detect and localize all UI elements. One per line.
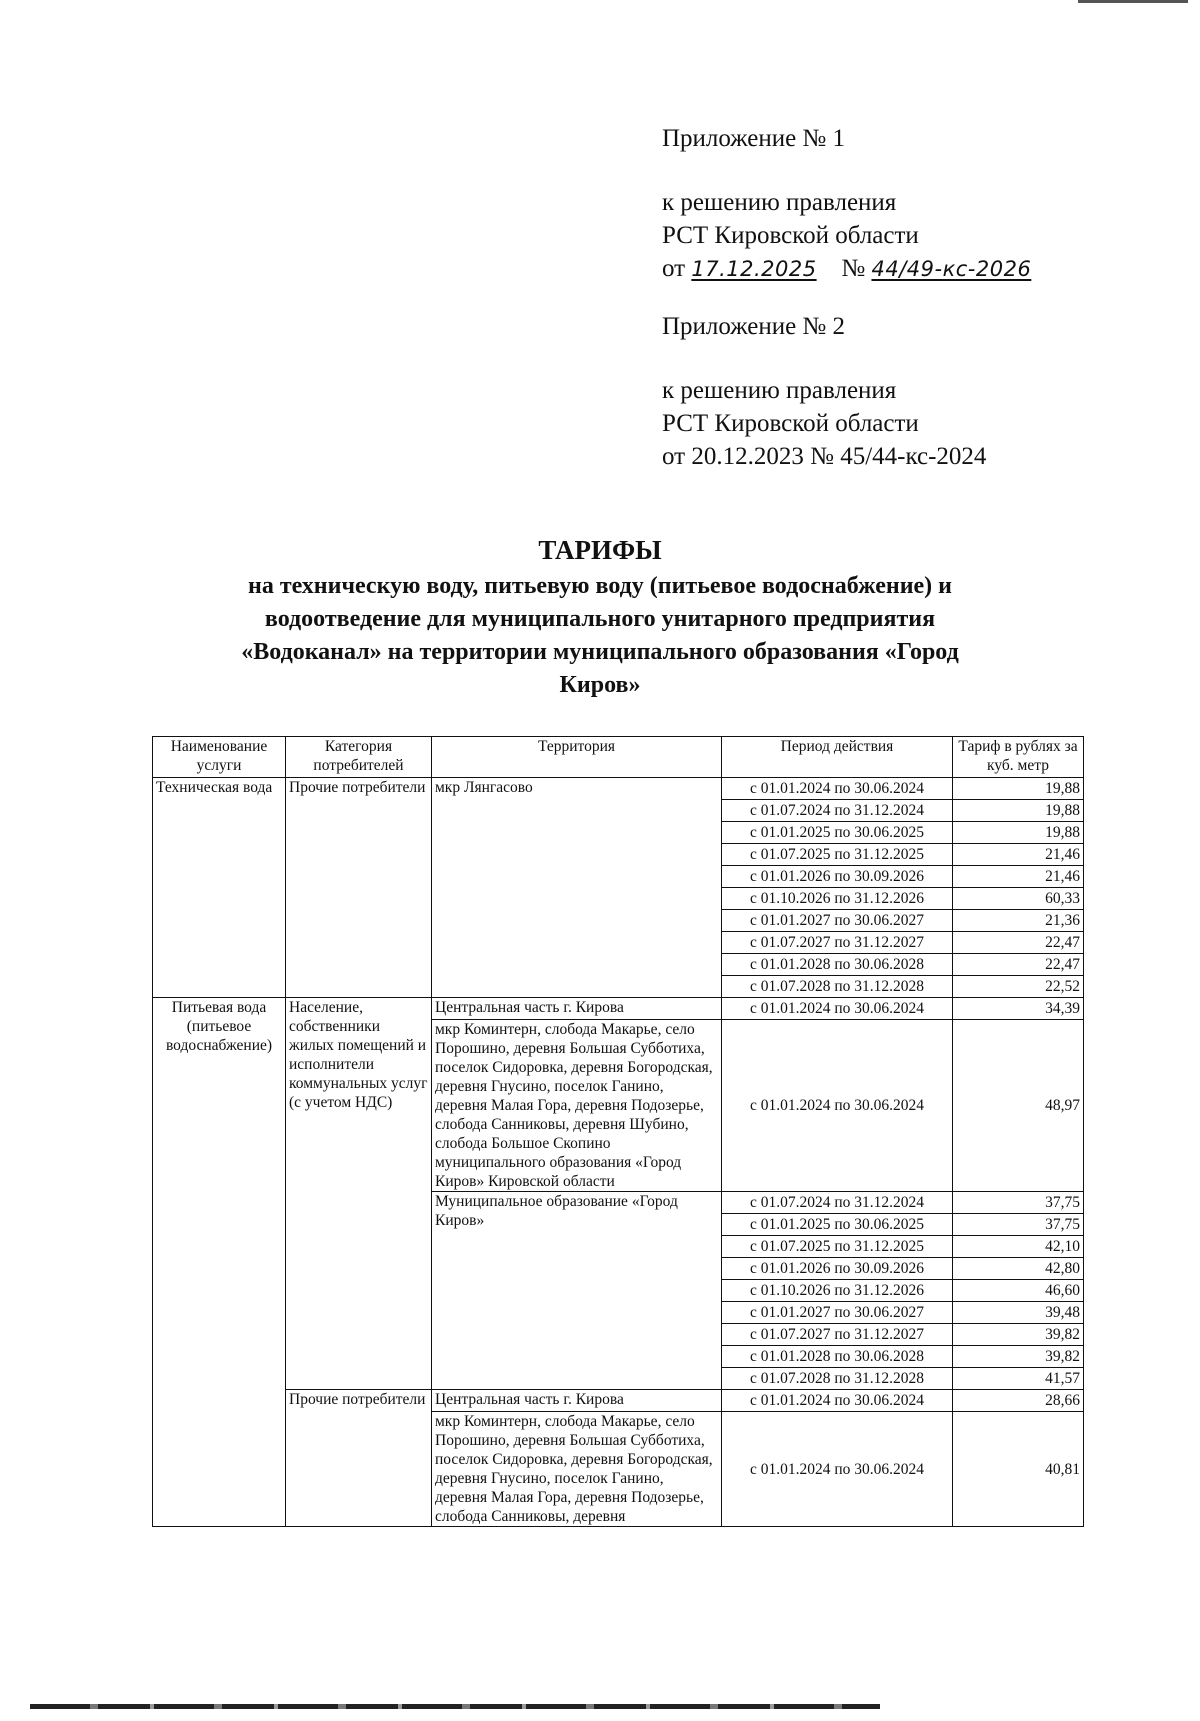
header-tariff: Тариф в рублях за куб. метр	[953, 737, 1084, 778]
heading-main: ТАРИФЫ	[538, 535, 662, 565]
tariff-cell: 60,33	[953, 888, 1084, 910]
heading-sub-1: на техническую воду, питьевую воду (питьевое водоснабжение) и	[248, 573, 952, 599]
period-cell: с 01.07.2028 по 31.12.2028	[722, 976, 953, 998]
territory-central: Центральная часть г. Кирова	[432, 1390, 722, 1412]
header-service: Наименование услуги	[153, 737, 286, 778]
approval-1-line2: РСТ Кировской области	[662, 222, 919, 249]
category-others: Прочие потребители	[286, 1390, 432, 1527]
tariff-cell: 21,46	[953, 866, 1084, 888]
approval-block-1	[662, 122, 1031, 286]
tariff-cell: 21,36	[953, 910, 1084, 932]
heading-sub-4: Киров»	[559, 672, 641, 698]
drinking-water-section	[153, 998, 1084, 1527]
tariff-cell: 22,47	[953, 954, 1084, 976]
header-territory: Территория	[432, 737, 722, 778]
scan-edge-mark	[1078, 0, 1188, 3]
tariff-cell: 19,88	[953, 800, 1084, 822]
period-cell: с 01.10.2026 по 31.12.2026	[722, 888, 953, 910]
tariff-cell: 19,88	[953, 778, 1084, 800]
period-cell: с 01.01.2027 по 30.06.2027	[722, 1302, 953, 1324]
period-cell: с 01.07.2025 по 31.12.2025	[722, 844, 953, 866]
approval-1-line3	[662, 252, 1031, 286]
approval-1-number-sign: №	[841, 255, 866, 282]
header-period: Период действия	[722, 737, 953, 778]
period-cell: с 01.07.2025 по 31.12.2025	[722, 1236, 953, 1258]
tariff-cell: 21,46	[953, 844, 1084, 866]
approval-1-line1: к решению правления	[662, 189, 897, 216]
document-heading	[150, 532, 1050, 702]
tariff-cell: 39,82	[953, 1346, 1084, 1368]
table-row	[153, 778, 1084, 800]
category-technical-others: Прочие потребители	[286, 778, 432, 998]
tariff-cell: 22,47	[953, 932, 1084, 954]
period-cell: с 01.01.2025 по 30.06.2025	[722, 822, 953, 844]
period-cell: с 01.01.2024 по 30.06.2024	[722, 1390, 953, 1412]
period-cell: с 01.07.2027 по 31.12.2027	[722, 932, 953, 954]
table-row	[153, 1390, 1084, 1412]
service-drinking: Питьевая вода (питьевое водоснабжение)	[153, 998, 286, 1527]
scan-edge-mark-bottom	[30, 1704, 880, 1709]
period-cell: с 01.01.2027 по 30.06.2027	[722, 910, 953, 932]
territory-municipal: Муниципальное образование «Город Киров»	[432, 1192, 722, 1390]
period-cell: с 01.07.2027 по 31.12.2027	[722, 1324, 953, 1346]
tariff-cell: 28,66	[953, 1390, 1084, 1412]
period-cell: с 01.01.2028 по 30.06.2028	[722, 954, 953, 976]
period-cell: с 01.01.2024 по 30.06.2024	[722, 778, 953, 800]
heading-sub-3: «Водоканал» на территории муниципального образования «Город	[241, 639, 959, 665]
tariff-cell: 42,80	[953, 1258, 1084, 1280]
period-cell: с 01.01.2024 по 30.06.2024	[722, 998, 953, 1020]
service-technical: Техническая вода	[153, 778, 286, 998]
table-header-row	[153, 737, 1084, 778]
period-cell: с 01.10.2026 по 31.12.2026	[722, 1280, 953, 1302]
approval-1-number-handwritten: 44/49-кс-2026	[871, 257, 1032, 281]
approval-2-title: Приложение № 2	[662, 313, 846, 340]
heading-sub-2: водоотведение для муниципального унитарного предприятия	[264, 606, 936, 632]
period-cell: с 01.01.2024 по 30.06.2024	[722, 1412, 953, 1527]
period-cell: с 01.01.2025 по 30.06.2025	[722, 1214, 953, 1236]
territory-suburbs: мкр Коминтерн, слобода Макарье, село Порошино, деревня Большая Субботиха, поселок Сидоровка, деревня Богородская, деревня Гнусино, поселок Ганино, деревня Малая Гора, деревня Подозерье, слобода Санниковы, деревня	[432, 1412, 722, 1527]
table-row	[153, 998, 1084, 1020]
tariff-cell: 37,75	[953, 1214, 1084, 1236]
territory-lyangasovo: мкр Лянгасово	[432, 778, 722, 998]
approval-1-date-handwritten: 17.12.2025	[691, 257, 817, 281]
approval-1-from: от	[662, 255, 686, 282]
tariff-cell: 39,82	[953, 1324, 1084, 1346]
period-cell: с 01.01.2026 по 30.09.2026	[722, 866, 953, 888]
period-cell: с 01.07.2024 по 31.12.2024	[722, 1192, 953, 1214]
tariff-table	[152, 736, 1084, 1527]
period-cell: с 01.01.2028 по 30.06.2028	[722, 1346, 953, 1368]
territory-suburbs: мкр Коминтерн, слобода Макарье, село Порошино, деревня Большая Субботиха, поселок Сидоровка, деревня Богородская, деревня Гнусино, поселок Ганино, деревня Малая Гора, деревня Подозерье, слобода Санниковы, деревня Шубино, слобода Большое Скопино муниципального образования «Город Киров» Кировской области	[432, 1020, 722, 1192]
period-cell: с 01.07.2024 по 31.12.2024	[722, 800, 953, 822]
tariff-cell: 37,75	[953, 1192, 1084, 1214]
territory-central: Центральная часть г. Кирова	[432, 998, 722, 1020]
technical-water-section	[153, 778, 1084, 998]
header-category: Категория потребителей	[286, 737, 432, 778]
tariff-cell: 19,88	[953, 822, 1084, 844]
period-cell: с 01.07.2028 по 31.12.2028	[722, 1368, 953, 1390]
tariff-cell: 39,48	[953, 1302, 1084, 1324]
approval-block-2	[662, 310, 986, 473]
approval-1-title: Приложение № 1	[662, 125, 846, 152]
tariff-cell: 46,60	[953, 1280, 1084, 1302]
approval-2-line3: от 20.12.2023 № 45/44-кс-2024	[662, 443, 987, 470]
category-population: Население, собственники жилых помещений и исполнители коммунальных услуг (с учетом НДС)	[286, 998, 432, 1390]
period-cell: с 01.01.2026 по 30.09.2026	[722, 1258, 953, 1280]
tariff-cell: 48,97	[953, 1020, 1084, 1192]
tariff-cell: 40,81	[953, 1412, 1084, 1527]
approval-2-line2: РСТ Кировской области	[662, 410, 919, 437]
period-cell: с 01.01.2024 по 30.06.2024	[722, 1020, 953, 1192]
tariff-cell: 34,39	[953, 998, 1084, 1020]
approval-2-line1: к решению правления	[662, 377, 897, 404]
tariff-cell: 22,52	[953, 976, 1084, 998]
tariff-cell: 42,10	[953, 1236, 1084, 1258]
tariff-cell: 41,57	[953, 1368, 1084, 1390]
